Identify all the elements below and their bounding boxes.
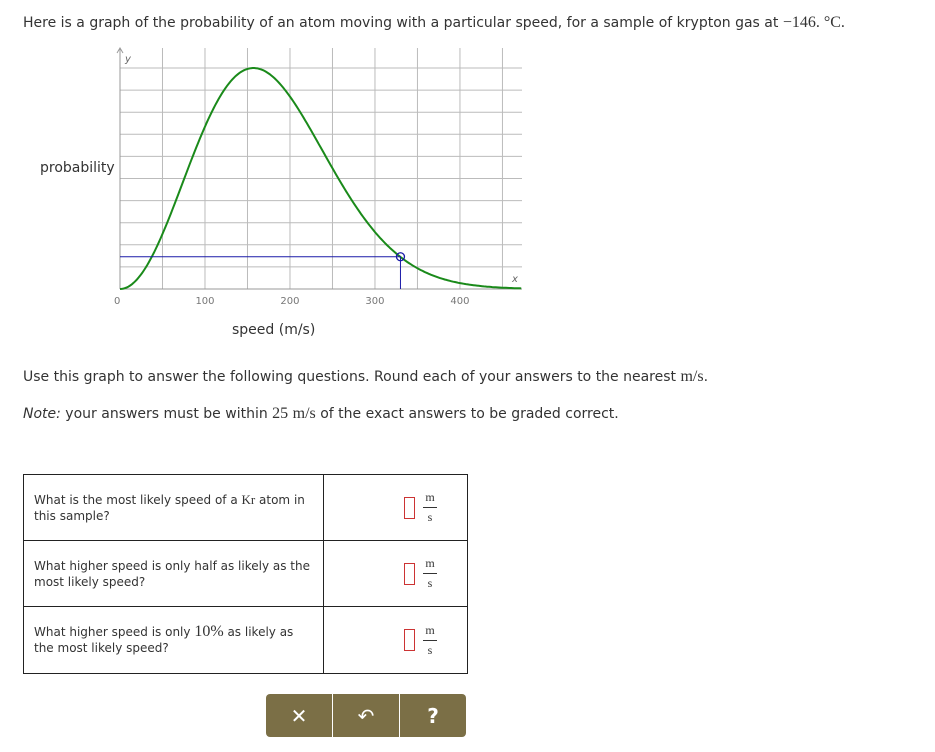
note	[23, 405, 619, 423]
x-axis-letter: x	[512, 274, 518, 285]
x-tick-label: 200	[280, 296, 300, 307]
note-label: Note:	[23, 406, 61, 422]
answer-input[interactable]	[404, 497, 415, 519]
question-text	[24, 541, 324, 606]
help-button[interactable]: ?	[399, 694, 466, 737]
instructions	[23, 368, 708, 386]
note-text: your answers must be within	[60, 406, 273, 422]
intro-text	[23, 14, 845, 32]
unit-fraction	[423, 624, 437, 657]
x-tick-label: 300	[365, 296, 385, 307]
q-part: as likely as the most likely speed?	[34, 625, 294, 655]
note-end: of the exact answers to be graded correct.	[315, 406, 619, 422]
question-row	[24, 606, 467, 673]
unit-fraction	[423, 491, 437, 524]
unit-denominator: s	[427, 576, 433, 590]
unit-numerator: m	[425, 490, 435, 504]
question-text	[24, 607, 324, 673]
unit-denominator: s	[427, 642, 433, 657]
element-symbol: Kr	[241, 491, 256, 507]
temperature: −146. °C.	[782, 14, 845, 31]
q-part: What higher speed is only	[34, 625, 195, 639]
unit-denominator: s	[427, 510, 433, 524]
questions-table	[23, 474, 468, 674]
q-part: atom in this sample?	[34, 492, 305, 523]
question-row	[24, 475, 467, 540]
question-row	[24, 540, 467, 606]
x-tick-label: 400	[450, 296, 470, 307]
q-part: What higher speed is only half as likely as the most likely speed?	[34, 558, 310, 589]
unit-numerator: m	[425, 556, 435, 570]
x-tick-label: 0	[114, 296, 121, 307]
answer-input[interactable]	[404, 563, 415, 585]
action-toolbar	[266, 694, 466, 737]
tolerance: 25	[272, 405, 289, 422]
x-axis-label: speed (m/s)	[232, 322, 316, 338]
undo-button[interactable]: ↶	[332, 694, 399, 737]
instr-end: .	[703, 369, 709, 385]
answer-input[interactable]	[404, 629, 415, 651]
x-tick-label: 100	[195, 296, 215, 307]
y-axis-label: probability	[40, 160, 115, 176]
unit: m/s	[292, 405, 316, 422]
unit-fraction	[423, 557, 437, 590]
question-text	[24, 475, 324, 540]
unit-numerator: m	[425, 622, 435, 637]
intro-sentence: Here is a graph of the probability of an atom moving with a particular speed, for a sample of krypton gas at	[23, 15, 783, 31]
q-part: What is the most likely speed of a	[34, 492, 242, 507]
unit: m/s	[680, 368, 704, 385]
percent: 10%	[194, 623, 224, 640]
y-axis-letter: y	[125, 54, 131, 65]
instr-text: Use this graph to answer the following questions. Round each of your answers to the nearest	[23, 369, 681, 385]
clear-button[interactable]: ✕	[290, 703, 308, 728]
